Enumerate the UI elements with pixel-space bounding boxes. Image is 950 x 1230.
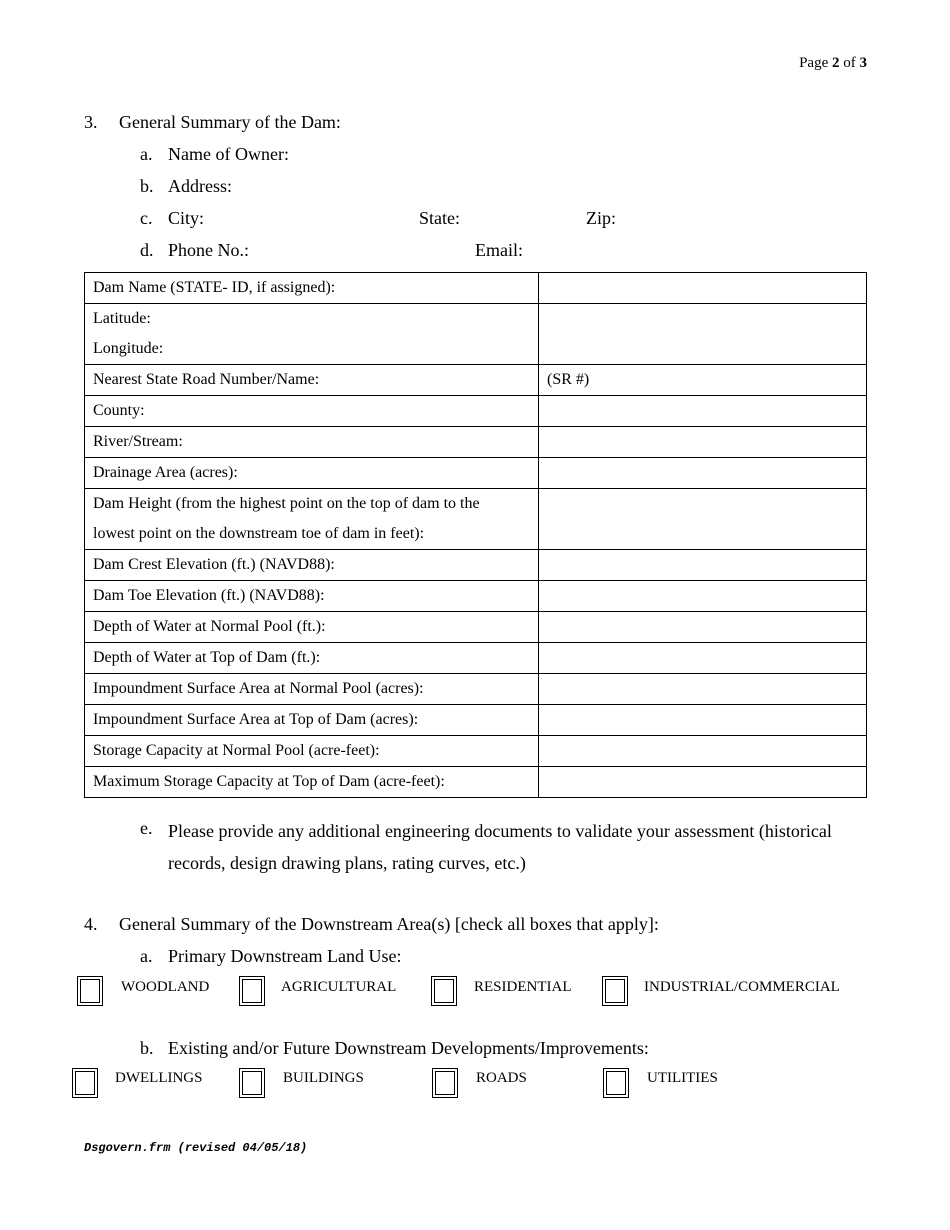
item-d-letter: d.: [140, 240, 154, 260]
table-row: [85, 365, 867, 396]
utilities-checkbox[interactable]: [603, 1068, 629, 1098]
item-a-letter: a.: [140, 144, 153, 164]
lat-long-field[interactable]: [539, 304, 867, 365]
item-4a-letter: a.: [140, 946, 153, 966]
buildings-label: BUILDINGS: [283, 1070, 364, 1086]
depth-normal-pool-label: Depth of Water at Normal Pool (ft.):: [85, 612, 539, 643]
email-label: Email:: [475, 240, 523, 260]
county-field[interactable]: [539, 396, 867, 427]
state-road-field[interactable]: (SR #): [539, 365, 867, 396]
phone-label: Phone No.:: [168, 240, 249, 260]
page-number: Page 2 of 3: [799, 55, 867, 71]
table-row: [85, 458, 867, 489]
utilities-label: UTILITIES: [647, 1070, 718, 1086]
toe-elevation-label: Dam Toe Elevation (ft.) (NAVD88):: [85, 581, 539, 612]
dam-height-label-line2: lowest point on the downstream toe of dam in feet):: [93, 525, 425, 542]
county-label: County:: [85, 396, 539, 427]
depth-top-dam-label: Depth of Water at Top of Dam (ft.):: [85, 643, 539, 674]
dam-height-label-line1: Dam Height (from the highest point on the top of dam to the: [93, 495, 480, 512]
state-road-label: Nearest State Road Number/Name:: [85, 365, 539, 396]
land-use-heading: Primary Downstream Land Use:: [168, 946, 402, 966]
storage-max-field[interactable]: [539, 767, 867, 798]
depth-normal-pool-field[interactable]: [539, 612, 867, 643]
item-b-letter: b.: [140, 176, 154, 196]
dwellings-label: DWELLINGS: [115, 1070, 203, 1086]
surface-area-normal-label: Impoundment Surface Area at Normal Pool (acres):: [85, 674, 539, 705]
latitude-label: Latitude:: [93, 310, 151, 327]
developments-heading: Existing and/or Future Downstream Developments/Improvements:: [168, 1038, 649, 1058]
agricultural-checkbox[interactable]: [239, 976, 265, 1006]
dam-height-label: [85, 489, 539, 550]
item-4b-letter: b.: [140, 1038, 154, 1058]
section-3-number: 3.: [84, 112, 98, 132]
state-label: State:: [419, 208, 460, 228]
dam-name-label: Dam Name (STATE- ID, if assigned):: [85, 273, 539, 304]
table-row: [85, 304, 867, 365]
woodland-checkbox[interactable]: [77, 976, 103, 1006]
table-row: [85, 674, 867, 705]
residential-label: RESIDENTIAL: [474, 979, 572, 995]
dam-height-field[interactable]: [539, 489, 867, 550]
table-row: [85, 396, 867, 427]
section-4-number: 4.: [84, 914, 98, 934]
table-row: [85, 612, 867, 643]
table-row: [85, 273, 867, 304]
table-row: [85, 489, 867, 550]
storage-max-label: Maximum Storage Capacity at Top of Dam (acre-feet):: [85, 767, 539, 798]
table-row: [85, 767, 867, 798]
storage-normal-label: Storage Capacity at Normal Pool (acre-feet):: [85, 736, 539, 767]
address-label: Address:: [168, 176, 232, 196]
dam-name-field[interactable]: [539, 273, 867, 304]
engineering-docs-note: Please provide any additional engineering documents to validate your assessment (historical records, design drawing plans, rating curves, etc.): [168, 821, 832, 873]
section-4-title: General Summary of the Downstream Area(s) [check all boxes that apply]:: [119, 914, 659, 934]
toe-elevation-field[interactable]: [539, 581, 867, 612]
storage-normal-field[interactable]: [539, 736, 867, 767]
woodland-label: WOODLAND: [121, 979, 210, 995]
table-row: [85, 427, 867, 458]
drainage-area-label: Drainage Area (acres):: [85, 458, 539, 489]
table-row: [85, 581, 867, 612]
city-label: City:: [168, 208, 205, 228]
crest-elevation-label: Dam Crest Elevation (ft.) (NAVD88):: [85, 550, 539, 581]
dam-info-table: [84, 272, 867, 798]
depth-top-dam-field[interactable]: [539, 643, 867, 674]
crest-elevation-field[interactable]: [539, 550, 867, 581]
owner-name-label: Name of Owner:: [168, 144, 289, 164]
surface-area-top-field[interactable]: [539, 705, 867, 736]
buildings-checkbox[interactable]: [239, 1068, 265, 1098]
item-e-letter: e.: [140, 818, 153, 838]
section-3-title: General Summary of the Dam:: [119, 112, 341, 132]
surface-area-top-label: Impoundment Surface Area at Top of Dam (acres):: [85, 705, 539, 736]
roads-label: ROADS: [476, 1070, 527, 1086]
item-c-letter: c.: [140, 208, 153, 228]
form-footer: Dsgovern.frm (revised 04/05/18): [84, 1141, 308, 1155]
table-row: [85, 550, 867, 581]
lat-long-label: [85, 304, 539, 365]
agricultural-label: AGRICULTURAL: [281, 979, 397, 995]
industrial-commercial-label: INDUSTRIAL/COMMERCIAL: [644, 979, 840, 995]
table-row: [85, 736, 867, 767]
drainage-area-field[interactable]: [539, 458, 867, 489]
river-stream-field[interactable]: [539, 427, 867, 458]
residential-checkbox[interactable]: [431, 976, 457, 1006]
industrial-commercial-checkbox[interactable]: [602, 976, 628, 1006]
roads-checkbox[interactable]: [432, 1068, 458, 1098]
river-stream-label: River/Stream:: [85, 427, 539, 458]
longitude-label: Longitude:: [93, 340, 164, 357]
table-row: [85, 643, 867, 674]
table-row: [85, 705, 867, 736]
zip-label: Zip:: [586, 208, 616, 228]
dwellings-checkbox[interactable]: [72, 1068, 98, 1098]
surface-area-normal-field[interactable]: [539, 674, 867, 705]
